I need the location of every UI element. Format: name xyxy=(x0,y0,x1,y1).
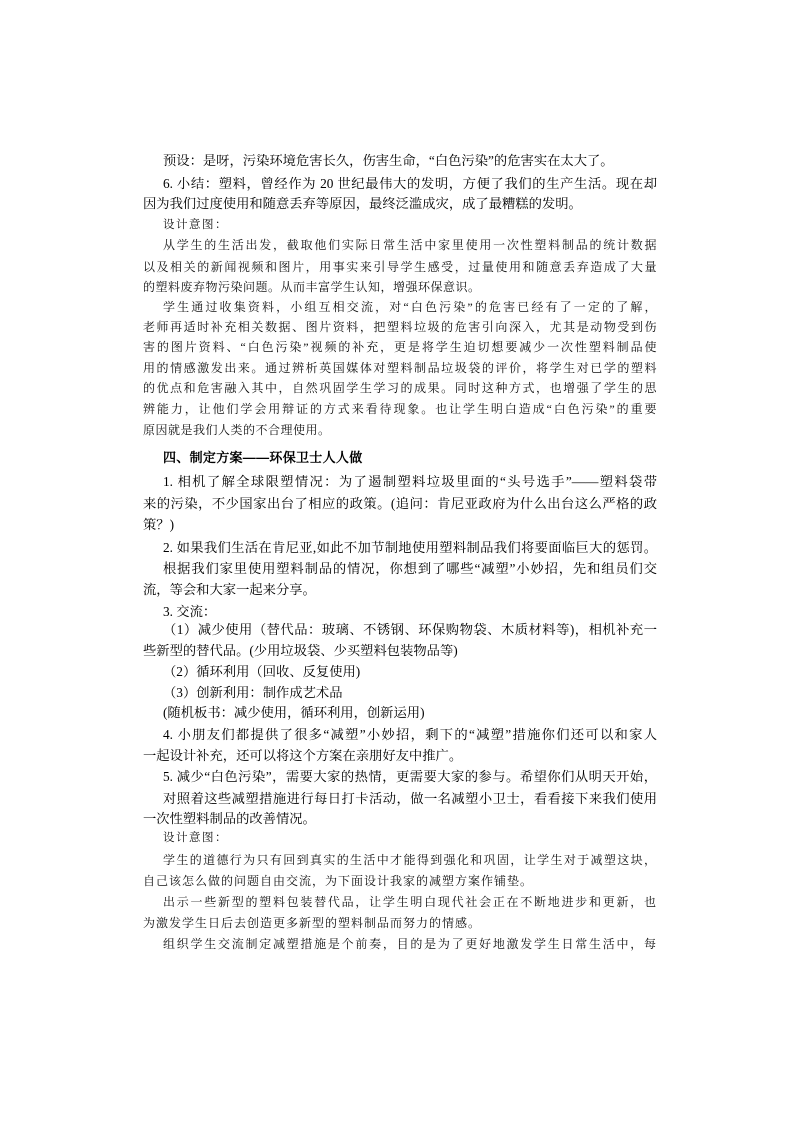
design-intent-line: 的优点和危害融入其中，自然巩固学生学习的成果。同时这种方式，也增强了学生的思 xyxy=(143,381,657,395)
step-1-line: 来的污染，不少国家出台了相应的政策。(追问：肯尼亚政府为什么出台这么严格的政 xyxy=(143,496,657,511)
design-intent-line: 组织学生交流制定减塑措施是个前奏，目的是为了更好地激发学生日常生活中，每 xyxy=(163,937,657,951)
step-2-task-line: 根据我们家里使用塑料制品的情况，你想到了哪些“减塑”小妙招，先和组员们交 xyxy=(163,561,657,576)
design-intent-line: 从学生的生活出发，截取他们实际日常生活中家里使用一次性塑料制品的统计数据 xyxy=(163,238,657,252)
design-intent-label: 设计意图： xyxy=(163,832,228,844)
design-intent-line: 以及相关的新闻视频和图片，用事实来引导学生感受，过量使用和随意丢弃造成了大量 xyxy=(143,260,657,274)
exchange-item-reuse: （3）创新利用：制作成艺术品 xyxy=(163,685,343,700)
design-intent-line: 老师再适时补充相关数据、图片资料，把塑料垃圾的危害引向深入，尤其是动物受到伤 xyxy=(143,320,657,334)
exchange-item-reduce: （1）减少使用（替代品：玻璃、不锈钢、环保购物袋、木质材料等)，相机补充一 xyxy=(163,622,657,637)
design-intent-line: 学生通过收集资料，小组互相交流，对“白色污染”的危害已经有了一定的了解， xyxy=(163,300,657,314)
summary-line: 因为我们过度使用和随意丢弃等原因，最终泛滥成灾，成了最糟糕的发明。 xyxy=(143,196,582,211)
step-5-line: 一次性塑料制品的改善情况。 xyxy=(143,811,316,826)
step-4-line: 4. 小朋友们都提供了很多“减塑”小妙招，剩下的“减塑”措施你们还可以和家人 xyxy=(163,727,657,742)
step-1-line: 策？) xyxy=(143,517,175,532)
step-2-line: 2. 如果我们生活在肯尼亚,如此不加节制地使用塑料制品我们将要面临巨大的惩罚。 xyxy=(163,540,657,555)
design-intent-line: 害的图片资料、“白色污染”视频的补充，更是将学生迫切想要减少一次性塑料制品使 xyxy=(143,340,657,354)
design-intent-line: 出示一些新型的塑料包装替代品，让学生明白现代社会正在不断地进步和更新，也 xyxy=(163,895,657,909)
step-2-task-line: 流，等会和大家一起来分享。 xyxy=(143,582,316,597)
step-4-line: 一起设计补充，还可以将这个方案在亲朋好友中推广。 xyxy=(143,748,463,763)
step-5-line: 对照着这些减塑措施进行每日打卡活动，做一名减塑小卫士，看看接下来我们使用 xyxy=(163,791,657,806)
design-intent-line: 的塑料废弃物污染问题。从而丰富学生认知，增强环保意识。 xyxy=(143,280,481,294)
step-3-line: 3. 交流： xyxy=(163,604,217,619)
design-intent-line: 辨能力，让他们学会用辩证的方式来看待现象。也让学生明白造成“白色污染”的重要 xyxy=(143,402,657,416)
design-intent-line: 用的情感激发出来。通过辨析英国媒体对塑料制品垃圾袋的评价，将学生对已学的塑料 xyxy=(143,361,657,375)
step-5-line: 5. 减少“白色污染”，需要大家的热情，更需要大家的参与。希望你们从明天开始， xyxy=(163,769,657,784)
preset-answer: 预设：是呀，污染环境危害长久，伤害生命，“白色污染”的危害实在太大了。 xyxy=(163,153,614,168)
design-intent-line: 自己该怎么做的问题自由交流，为下面设计我家的减塑方案作铺垫。 xyxy=(143,874,534,888)
design-intent-label: 设计意图： xyxy=(163,219,228,231)
design-intent-line: 原因就是我们人类的不合理使用。 xyxy=(143,423,331,437)
design-intent-line: 为激发学生日后去创造更多新型的塑料制品而努力的情感。 xyxy=(143,916,482,930)
summary-line: 6. 小结：塑料，曾经作为 20 世纪最伟大的发明，方便了我们的生产生活。现在却 xyxy=(163,176,657,191)
exchange-item-recycle: （2）循环利用（回收、反复使用) xyxy=(163,664,361,679)
design-intent-line: 学生的道德行为只有回到真实的生活中才能得到强化和巩固，让学生对于减塑这块， xyxy=(163,853,657,867)
board-note: (随机板书：减少使用，循环利用，创新运用) xyxy=(163,705,425,720)
exchange-item-reduce: 些新型的替代品。(少用垃圾袋、少买塑料包装物品等) xyxy=(143,643,458,658)
section-heading: 四、制定方案——环保卫士人人做 xyxy=(163,450,363,465)
step-1-line: 1. 相机了解全球限塑情况：为了遏制塑料垃圾里面的“头号选手”——塑料袋带 xyxy=(163,474,657,489)
